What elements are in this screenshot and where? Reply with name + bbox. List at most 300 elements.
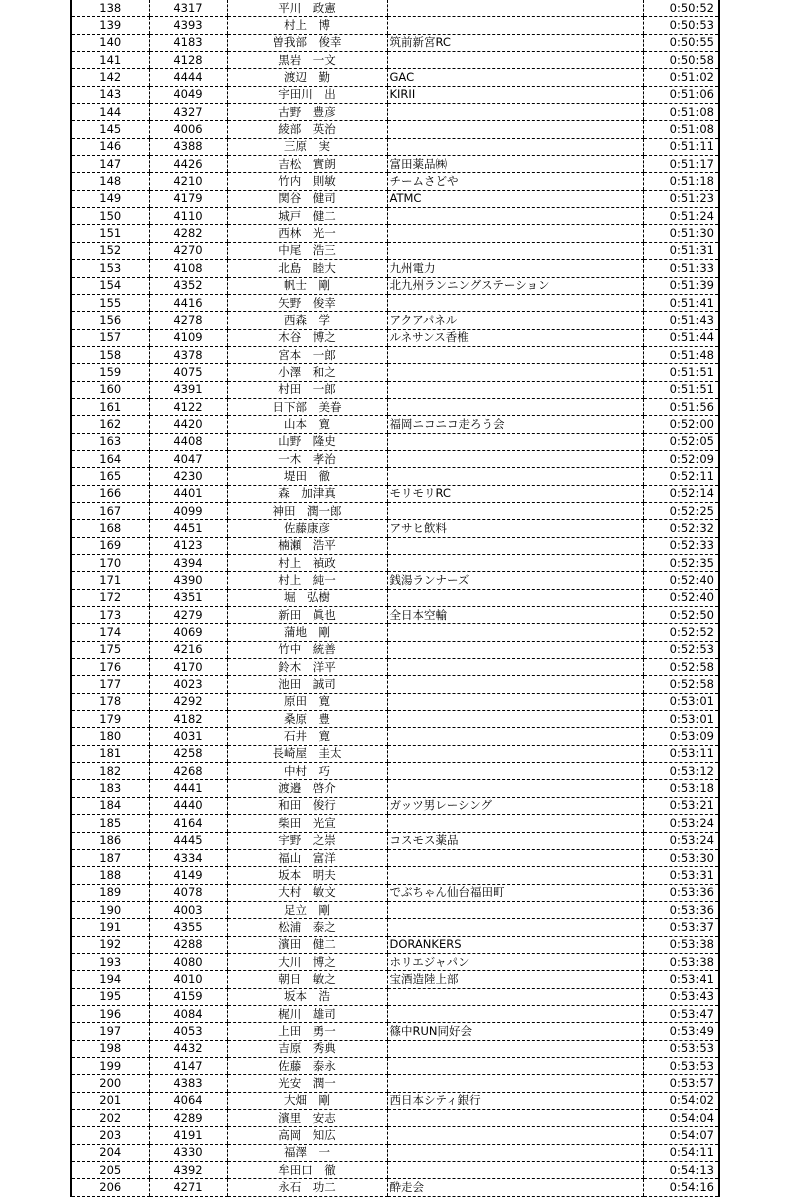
bib-cell: 4003 xyxy=(149,901,227,918)
rank-cell: 196 xyxy=(71,1005,149,1022)
runner-name-cell: 大村 敏文 xyxy=(227,884,387,901)
bib-cell: 4110 xyxy=(149,208,227,225)
rank-cell: 175 xyxy=(71,641,149,658)
rank-cell: 189 xyxy=(71,884,149,901)
bib-cell: 4164 xyxy=(149,815,227,832)
team-cell xyxy=(387,104,643,121)
table-row xyxy=(71,69,719,86)
table-row xyxy=(71,312,719,329)
finish-time-cell: 0:50:53 xyxy=(643,17,719,34)
bib-cell: 4279 xyxy=(149,607,227,624)
team-cell: 宝酒造陸上部 xyxy=(387,971,643,988)
table-row xyxy=(71,173,719,190)
finish-time-cell: 0:50:55 xyxy=(643,34,719,51)
finish-time-cell: 0:53:31 xyxy=(643,867,719,884)
runner-name-cell: 楠瀬 浩平 xyxy=(227,537,387,554)
runner-name-cell: 上田 勇一 xyxy=(227,1023,387,1040)
rank-cell: 204 xyxy=(71,1144,149,1161)
team-cell xyxy=(387,468,643,485)
finish-time-cell: 0:51:23 xyxy=(643,190,719,207)
runner-name-cell: 木谷 博之 xyxy=(227,329,387,346)
table-row xyxy=(71,17,719,34)
runner-name-cell: 坂本 浩 xyxy=(227,988,387,1005)
rank-cell: 138 xyxy=(71,0,149,17)
finish-time-cell: 0:51:18 xyxy=(643,173,719,190)
bib-cell: 4352 xyxy=(149,277,227,294)
table-row xyxy=(71,1040,719,1057)
table-row xyxy=(71,676,719,693)
runner-name-cell: 朝日 敏之 xyxy=(227,971,387,988)
rank-cell: 205 xyxy=(71,1162,149,1179)
finish-time-cell: 0:53:53 xyxy=(643,1057,719,1074)
runner-name-cell: 足立 剛 xyxy=(227,901,387,918)
runner-name-cell: 宇野 之崇 xyxy=(227,832,387,849)
team-cell: チームさどや xyxy=(387,173,643,190)
finish-time-cell: 0:53:09 xyxy=(643,728,719,745)
team-cell: 福岡ニコニコ走ろう会 xyxy=(387,416,643,433)
rank-cell: 153 xyxy=(71,260,149,277)
finish-time-cell: 0:51:43 xyxy=(643,312,719,329)
team-cell xyxy=(387,364,643,381)
rank-cell: 157 xyxy=(71,329,149,346)
table-row xyxy=(71,763,719,780)
rank-cell: 139 xyxy=(71,17,149,34)
finish-time-cell: 0:51:33 xyxy=(643,260,719,277)
runner-name-cell: 高岡 知広 xyxy=(227,1127,387,1144)
team-cell xyxy=(387,450,643,467)
team-cell: ATMC xyxy=(387,190,643,207)
runner-name-cell: 梶川 雄司 xyxy=(227,1005,387,1022)
runner-name-cell: 福山 富洋 xyxy=(227,849,387,866)
table-row xyxy=(71,537,719,554)
runner-name-cell: 渡邉 啓介 xyxy=(227,780,387,797)
table-row xyxy=(71,468,719,485)
bib-cell: 4289 xyxy=(149,1110,227,1127)
table-row xyxy=(71,693,719,710)
table-row xyxy=(71,572,719,589)
bib-cell: 4408 xyxy=(149,433,227,450)
runner-name-cell: 村上 博 xyxy=(227,17,387,34)
runner-name-cell: 曽我部 俊幸 xyxy=(227,34,387,51)
bib-cell: 4441 xyxy=(149,780,227,797)
finish-time-cell: 0:53:21 xyxy=(643,797,719,814)
team-cell xyxy=(387,728,643,745)
bib-cell: 4258 xyxy=(149,745,227,762)
rank-cell: 176 xyxy=(71,659,149,676)
bib-cell: 4391 xyxy=(149,381,227,398)
rank-cell: 148 xyxy=(71,173,149,190)
results-body xyxy=(71,0,719,1196)
runner-name-cell: 古野 豊彦 xyxy=(227,104,387,121)
bib-cell: 4047 xyxy=(149,450,227,467)
bib-cell: 4292 xyxy=(149,693,227,710)
runner-name-cell: 佐藤 泰永 xyxy=(227,1057,387,1074)
runner-name-cell: 三原 実 xyxy=(227,138,387,155)
table-row xyxy=(71,398,719,415)
rank-cell: 172 xyxy=(71,589,149,606)
runner-name-cell: 中尾 浩三 xyxy=(227,242,387,259)
bib-cell: 4108 xyxy=(149,260,227,277)
finish-time-cell: 0:52:25 xyxy=(643,502,719,519)
team-cell: GAC xyxy=(387,69,643,86)
table-row xyxy=(71,86,719,103)
team-cell xyxy=(387,17,643,34)
bib-cell: 4078 xyxy=(149,884,227,901)
finish-time-cell: 0:54:02 xyxy=(643,1092,719,1109)
team-cell xyxy=(387,225,643,242)
table-row xyxy=(71,190,719,207)
finish-time-cell: 0:51:08 xyxy=(643,104,719,121)
table-row xyxy=(71,589,719,606)
rank-cell: 192 xyxy=(71,936,149,953)
bib-cell: 4179 xyxy=(149,190,227,207)
table-row xyxy=(71,971,719,988)
finish-time-cell: 0:51:51 xyxy=(643,381,719,398)
table-row xyxy=(71,52,719,69)
table-row xyxy=(71,450,719,467)
finish-time-cell: 0:52:40 xyxy=(643,589,719,606)
table-row xyxy=(71,780,719,797)
rank-cell: 161 xyxy=(71,398,149,415)
table-row xyxy=(71,364,719,381)
rank-cell: 186 xyxy=(71,832,149,849)
finish-time-cell: 0:52:00 xyxy=(643,416,719,433)
table-row xyxy=(71,329,719,346)
table-row xyxy=(71,225,719,242)
rank-cell: 171 xyxy=(71,572,149,589)
team-cell xyxy=(387,676,643,693)
finish-time-cell: 0:51:41 xyxy=(643,294,719,311)
table-row xyxy=(71,104,719,121)
rank-cell: 156 xyxy=(71,312,149,329)
table-row xyxy=(71,607,719,624)
finish-time-cell: 0:53:43 xyxy=(643,988,719,1005)
rank-cell: 163 xyxy=(71,433,149,450)
bib-cell: 4390 xyxy=(149,572,227,589)
team-cell: アクアパネル xyxy=(387,312,643,329)
table-row xyxy=(71,1127,719,1144)
rank-cell: 142 xyxy=(71,69,149,86)
table-row xyxy=(71,1023,719,1040)
table-row xyxy=(71,555,719,572)
finish-time-cell: 0:53:41 xyxy=(643,971,719,988)
table-row xyxy=(71,260,719,277)
rank-cell: 141 xyxy=(71,52,149,69)
finish-time-cell: 0:51:11 xyxy=(643,138,719,155)
runner-name-cell: 一木 孝治 xyxy=(227,450,387,467)
finish-time-cell: 0:53:38 xyxy=(643,936,719,953)
table-row xyxy=(71,1179,719,1196)
rank-cell: 180 xyxy=(71,728,149,745)
bib-cell: 4080 xyxy=(149,953,227,970)
rank-cell: 162 xyxy=(71,416,149,433)
bib-cell: 4084 xyxy=(149,1005,227,1022)
bib-cell: 4210 xyxy=(149,173,227,190)
runner-name-cell: 森 加津真 xyxy=(227,485,387,502)
bib-cell: 4075 xyxy=(149,364,227,381)
finish-time-cell: 0:54:13 xyxy=(643,1162,719,1179)
table-row xyxy=(71,156,719,173)
runner-name-cell: 平川 政憲 xyxy=(227,0,387,17)
table-row xyxy=(71,1144,719,1161)
table-row xyxy=(71,416,719,433)
table-row xyxy=(71,988,719,1005)
team-cell xyxy=(387,624,643,641)
rank-cell: 183 xyxy=(71,780,149,797)
runner-name-cell: 松浦 泰之 xyxy=(227,919,387,936)
table-row xyxy=(71,624,719,641)
bib-cell: 4006 xyxy=(149,121,227,138)
rank-cell: 147 xyxy=(71,156,149,173)
bib-cell: 4355 xyxy=(149,919,227,936)
rank-cell: 177 xyxy=(71,676,149,693)
table-row xyxy=(71,346,719,363)
rank-cell: 187 xyxy=(71,849,149,866)
rank-cell: 181 xyxy=(71,745,149,762)
rank-cell: 190 xyxy=(71,901,149,918)
bib-cell: 4317 xyxy=(149,0,227,17)
runner-name-cell: 関谷 健司 xyxy=(227,190,387,207)
rank-cell: 179 xyxy=(71,711,149,728)
finish-time-cell: 0:51:31 xyxy=(643,242,719,259)
rank-cell: 159 xyxy=(71,364,149,381)
team-cell: 筑前新宮RC xyxy=(387,34,643,51)
runner-name-cell: 城戸 健二 xyxy=(227,208,387,225)
table-row xyxy=(71,1162,719,1179)
team-cell xyxy=(387,763,643,780)
bib-cell: 4420 xyxy=(149,416,227,433)
team-cell xyxy=(387,294,643,311)
bib-cell: 4288 xyxy=(149,936,227,953)
team-cell xyxy=(387,1075,643,1092)
table-row xyxy=(71,797,719,814)
bib-cell: 4401 xyxy=(149,485,227,502)
finish-time-cell: 0:53:12 xyxy=(643,763,719,780)
table-row xyxy=(71,641,719,658)
rank-cell: 140 xyxy=(71,34,149,51)
runner-name-cell: 光安 潤一 xyxy=(227,1075,387,1092)
table-row xyxy=(71,1092,719,1109)
runner-name-cell: 黒岩 一文 xyxy=(227,52,387,69)
finish-time-cell: 0:53:24 xyxy=(643,832,719,849)
runner-name-cell: 村上 純一 xyxy=(227,572,387,589)
finish-time-cell: 0:51:56 xyxy=(643,398,719,415)
bib-cell: 4451 xyxy=(149,520,227,537)
finish-time-cell: 0:52:40 xyxy=(643,572,719,589)
table-row xyxy=(71,1057,719,1074)
team-cell xyxy=(387,867,643,884)
team-cell xyxy=(387,641,643,658)
runner-name-cell: 帆士 剛 xyxy=(227,277,387,294)
runner-name-cell: 佐藤康彦 xyxy=(227,520,387,537)
table-row xyxy=(71,745,719,762)
bib-cell: 4416 xyxy=(149,294,227,311)
bib-cell: 4271 xyxy=(149,1179,227,1196)
bib-cell: 4351 xyxy=(149,589,227,606)
bib-cell: 4049 xyxy=(149,86,227,103)
team-cell: ホリエジャパン xyxy=(387,953,643,970)
rank-cell: 200 xyxy=(71,1075,149,1092)
team-cell xyxy=(387,659,643,676)
runner-name-cell: 大川 博之 xyxy=(227,953,387,970)
team-cell: DORANKERS xyxy=(387,936,643,953)
finish-time-cell: 0:53:49 xyxy=(643,1023,719,1040)
results-table xyxy=(70,0,720,1197)
table-row xyxy=(71,433,719,450)
rank-cell: 173 xyxy=(71,607,149,624)
finish-time-cell: 0:53:18 xyxy=(643,780,719,797)
table-row xyxy=(71,502,719,519)
runner-name-cell: 西森 学 xyxy=(227,312,387,329)
finish-time-cell: 0:53:36 xyxy=(643,884,719,901)
finish-time-cell: 0:52:05 xyxy=(643,433,719,450)
team-cell xyxy=(387,555,643,572)
finish-time-cell: 0:54:04 xyxy=(643,1110,719,1127)
team-cell xyxy=(387,901,643,918)
bib-cell: 4444 xyxy=(149,69,227,86)
finish-time-cell: 0:52:14 xyxy=(643,485,719,502)
runner-name-cell: 牟田口 徹 xyxy=(227,1162,387,1179)
finish-time-cell: 0:52:58 xyxy=(643,659,719,676)
team-cell: 北九州ランニングステーション xyxy=(387,277,643,294)
rank-cell: 174 xyxy=(71,624,149,641)
finish-time-cell: 0:53:01 xyxy=(643,711,719,728)
bib-cell: 4191 xyxy=(149,1127,227,1144)
bib-cell: 4393 xyxy=(149,17,227,34)
team-cell: ガッツ男レーシング xyxy=(387,797,643,814)
bib-cell: 4330 xyxy=(149,1144,227,1161)
finish-time-cell: 0:51:39 xyxy=(643,277,719,294)
rank-cell: 143 xyxy=(71,86,149,103)
bib-cell: 4383 xyxy=(149,1075,227,1092)
team-cell xyxy=(387,1005,643,1022)
rank-cell: 184 xyxy=(71,797,149,814)
rank-cell: 155 xyxy=(71,294,149,311)
runner-name-cell: 鈴木 洋平 xyxy=(227,659,387,676)
rank-cell: 158 xyxy=(71,346,149,363)
finish-time-cell: 0:51:02 xyxy=(643,69,719,86)
team-cell xyxy=(387,919,643,936)
team-cell: でぶちゃん仙台福田町 xyxy=(387,884,643,901)
runner-name-cell: 濱田 健二 xyxy=(227,936,387,953)
bib-cell: 4378 xyxy=(149,346,227,363)
table-row xyxy=(71,936,719,953)
runner-name-cell: 坂本 明夫 xyxy=(227,867,387,884)
team-cell xyxy=(387,208,643,225)
table-row xyxy=(71,277,719,294)
bib-cell: 4159 xyxy=(149,988,227,1005)
rank-cell: 149 xyxy=(71,190,149,207)
bib-cell: 4064 xyxy=(149,1092,227,1109)
finish-time-cell: 0:53:37 xyxy=(643,919,719,936)
table-row xyxy=(71,485,719,502)
finish-time-cell: 0:52:11 xyxy=(643,468,719,485)
finish-time-cell: 0:53:53 xyxy=(643,1040,719,1057)
finish-time-cell: 0:50:58 xyxy=(643,52,719,69)
bib-cell: 4394 xyxy=(149,555,227,572)
runner-name-cell: 矢野 俊幸 xyxy=(227,294,387,311)
table-row xyxy=(71,919,719,936)
runner-name-cell: 宇田川 出 xyxy=(227,86,387,103)
finish-time-cell: 0:52:33 xyxy=(643,537,719,554)
runner-name-cell: 宮本 一郎 xyxy=(227,346,387,363)
bib-cell: 4147 xyxy=(149,1057,227,1074)
bib-cell: 4128 xyxy=(149,52,227,69)
bib-cell: 4023 xyxy=(149,676,227,693)
runner-name-cell: 渡辺 勤 xyxy=(227,69,387,86)
runner-name-cell: 村上 禎政 xyxy=(227,555,387,572)
bib-cell: 4334 xyxy=(149,849,227,866)
team-cell: 酔走会 xyxy=(387,1179,643,1196)
table-row xyxy=(71,1075,719,1092)
table-row xyxy=(71,381,719,398)
team-cell: 全日本空輸 xyxy=(387,607,643,624)
team-cell: ルネサンス香椎 xyxy=(387,329,643,346)
finish-time-cell: 0:52:35 xyxy=(643,555,719,572)
table-row xyxy=(71,867,719,884)
rank-cell: 144 xyxy=(71,104,149,121)
runner-name-cell: 原田 寛 xyxy=(227,693,387,710)
bib-cell: 4216 xyxy=(149,641,227,658)
team-cell xyxy=(387,0,643,17)
finish-time-cell: 0:51:17 xyxy=(643,156,719,173)
rank-cell: 170 xyxy=(71,555,149,572)
rank-cell: 146 xyxy=(71,138,149,155)
table-row xyxy=(71,34,719,51)
bib-cell: 4426 xyxy=(149,156,227,173)
team-cell xyxy=(387,1144,643,1161)
rank-cell: 164 xyxy=(71,450,149,467)
bib-cell: 4282 xyxy=(149,225,227,242)
finish-time-cell: 0:53:01 xyxy=(643,693,719,710)
bib-cell: 4031 xyxy=(149,728,227,745)
finish-time-cell: 0:53:36 xyxy=(643,901,719,918)
finish-time-cell: 0:53:47 xyxy=(643,1005,719,1022)
team-cell xyxy=(387,815,643,832)
runner-name-cell: 石井 寛 xyxy=(227,728,387,745)
team-cell: コスモス薬品 xyxy=(387,832,643,849)
table-row xyxy=(71,849,719,866)
team-cell xyxy=(387,346,643,363)
rank-cell: 168 xyxy=(71,520,149,537)
bib-cell: 4230 xyxy=(149,468,227,485)
team-cell: 銭湯ランナーズ xyxy=(387,572,643,589)
finish-time-cell: 0:51:48 xyxy=(643,346,719,363)
runner-name-cell: 中村 巧 xyxy=(227,763,387,780)
runner-name-cell: 日下部 美眷 xyxy=(227,398,387,415)
finish-time-cell: 0:51:30 xyxy=(643,225,719,242)
finish-time-cell: 0:51:51 xyxy=(643,364,719,381)
bib-cell: 4445 xyxy=(149,832,227,849)
runner-name-cell: 堤田 徹 xyxy=(227,468,387,485)
runner-name-cell: 和田 俊行 xyxy=(227,797,387,814)
rank-cell: 169 xyxy=(71,537,149,554)
bib-cell: 4109 xyxy=(149,329,227,346)
runner-name-cell: 北島 睦大 xyxy=(227,260,387,277)
runner-name-cell: 村田 一郎 xyxy=(227,381,387,398)
rank-cell: 185 xyxy=(71,815,149,832)
table-row xyxy=(71,815,719,832)
table-row xyxy=(71,138,719,155)
table-row xyxy=(71,659,719,676)
team-cell xyxy=(387,52,643,69)
runner-name-cell: 堀 弘樹 xyxy=(227,589,387,606)
finish-time-cell: 0:52:53 xyxy=(643,641,719,658)
team-cell: モリモリRC xyxy=(387,485,643,502)
rank-cell: 165 xyxy=(71,468,149,485)
team-cell xyxy=(387,138,643,155)
team-cell xyxy=(387,121,643,138)
